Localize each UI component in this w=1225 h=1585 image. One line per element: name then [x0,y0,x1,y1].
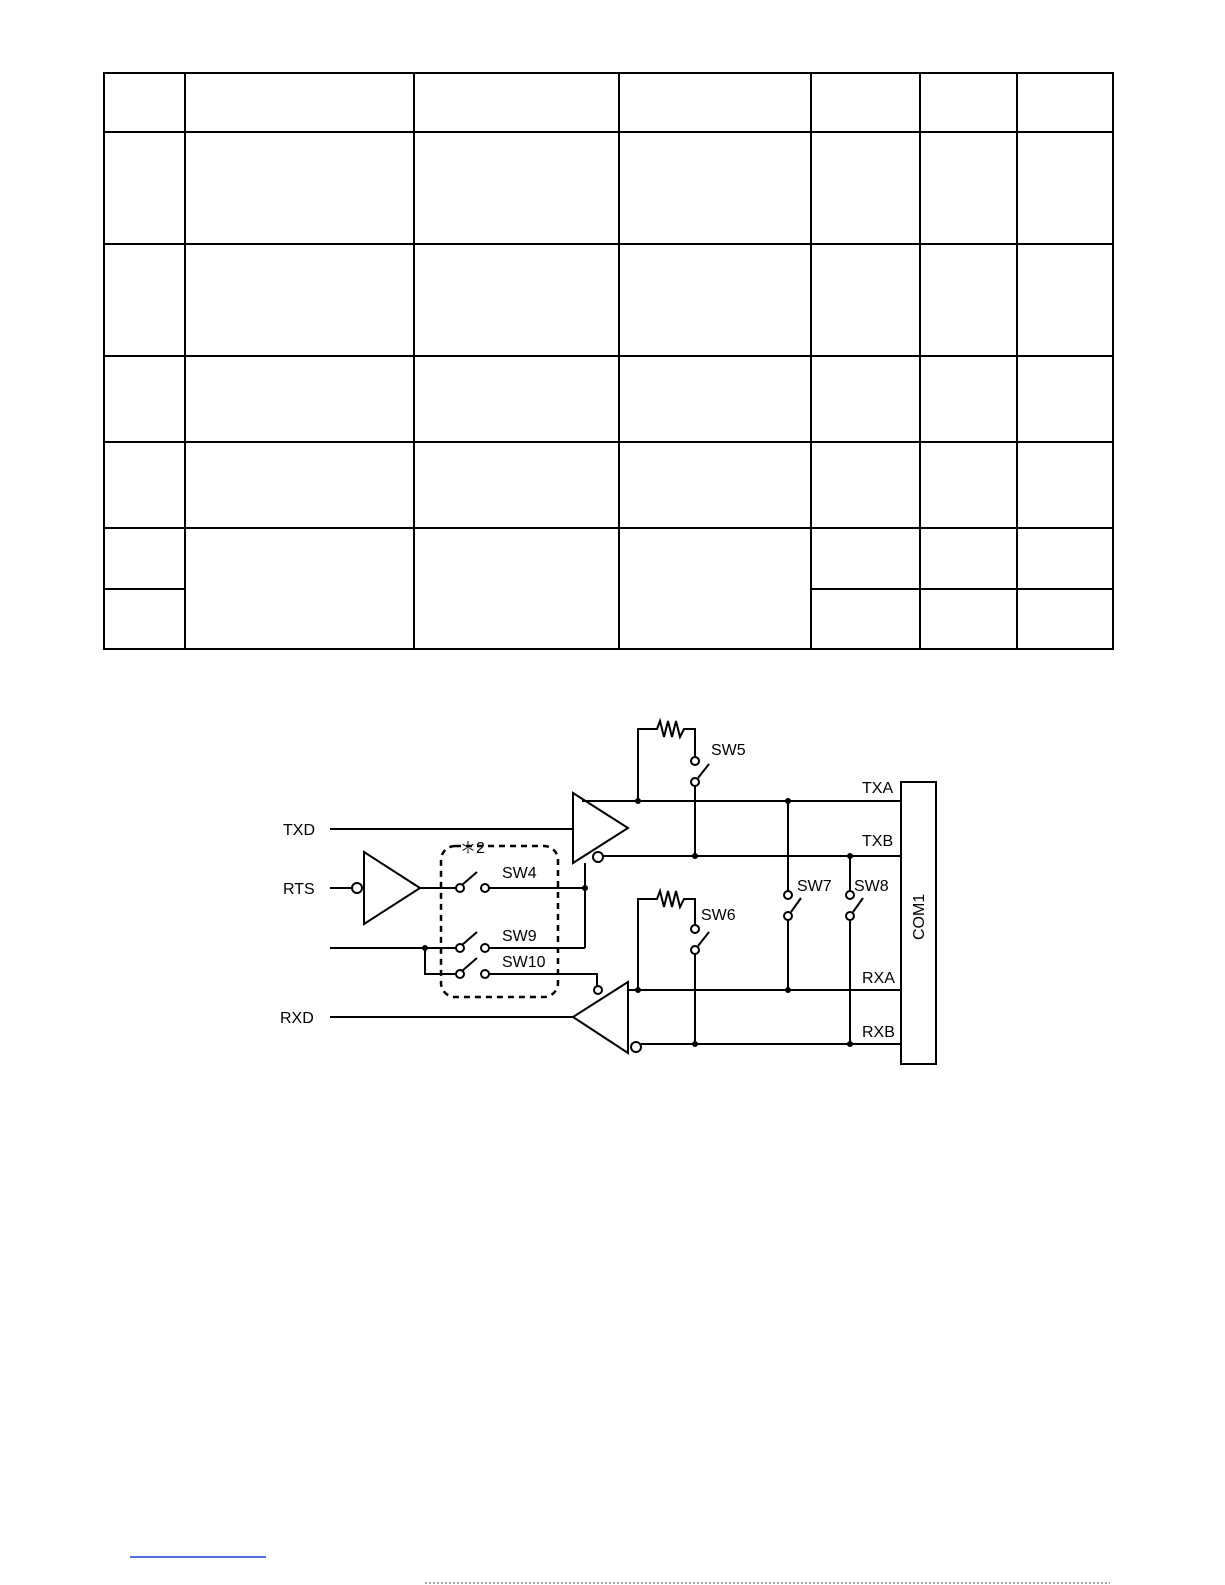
sw10-contact-icon [481,970,489,978]
sw10-blade-icon [462,958,477,971]
junction-dot [635,798,641,804]
termination-resistor-2-icon [638,891,695,990]
sw4-label: SW4 [502,865,537,882]
sw5-contact-icon [691,778,699,786]
sw8-contact-icon [846,891,854,899]
sw8-contact-icon [846,912,854,920]
tx-inverted-bubble-icon [593,852,603,862]
sw6-contact-icon [691,946,699,954]
rxd-label: RXD [280,1010,314,1027]
junction-dot [635,987,641,993]
sw5-blade-icon [698,764,709,778]
sw10-label: SW10 [502,954,546,971]
sw9-contact-icon [481,944,489,952]
sw5-label: SW5 [711,742,746,759]
sw6-contact-icon [691,925,699,933]
sw5-contact-icon [691,757,699,765]
termination-resistor-1-icon [638,721,695,801]
txd-label: TXD [283,822,315,839]
com1-label: COM1 [911,893,928,940]
junction-dot [422,945,428,951]
rts-buffer-icon [364,852,420,924]
junction-dot [847,1041,853,1047]
rxa-label: RXA [862,970,895,987]
junction-dot [785,987,791,993]
sw6-blade-icon [698,932,709,946]
sw7-blade-icon [791,898,801,912]
rx-inverted-bubble-icon [631,1042,641,1052]
sw4-contact-icon [481,884,489,892]
txb-label: TXB [862,833,894,850]
rts-label: RTS [283,881,315,898]
rts-inverted-bubble-icon [352,883,362,893]
rx-enable-bubble-icon [594,986,602,994]
sw7-contact-icon [784,912,792,920]
sw9-label: SW9 [502,928,537,945]
sw10-out-wire [489,974,597,986]
sw8-blade-icon [853,898,863,912]
sw4-blade-icon [462,872,477,885]
junction-dot [692,1041,698,1047]
sw8-label: SW8 [854,878,889,895]
junction-dot [692,853,698,859]
sw9-blade-icon [462,932,477,945]
junction-dot [582,885,588,891]
txa-label: TXA [862,780,894,797]
rxb-label: RXB [862,1024,895,1041]
sw7-contact-icon [784,891,792,899]
junction-dot [847,853,853,859]
sw6-label: SW6 [701,907,736,924]
note-2-marker: ＊2 [460,840,485,857]
sw7-label: SW7 [797,878,832,895]
junction-dot [785,798,791,804]
